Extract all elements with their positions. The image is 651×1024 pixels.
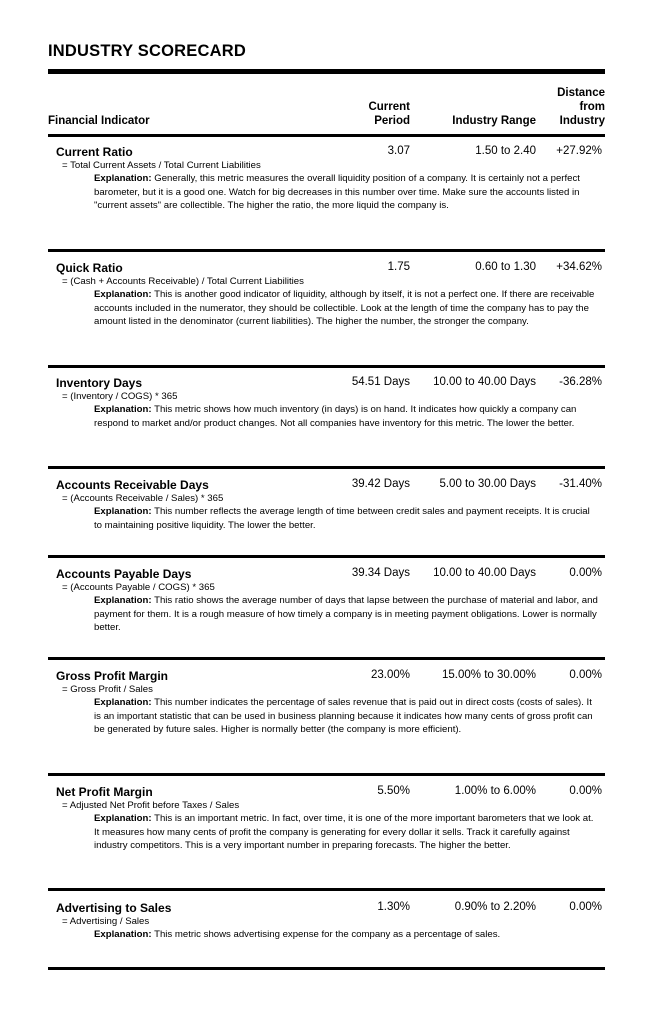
industry-range-value: 10.00 to 40.00 Days xyxy=(433,376,536,388)
indicator-explanation xyxy=(94,288,600,329)
explanation-label: Explanation: xyxy=(94,595,152,606)
explanation-text: This ratio shows the average number of days that lapse between the purchase of material and labor, and payment for them. It is a rough measure of how timely a company is in meeting payment obligations. Lower is normally better. xyxy=(94,595,598,634)
industry-range-value: 1.00% to 6.00% xyxy=(454,785,536,797)
explanation-label: Explanation: xyxy=(94,506,152,517)
indicator-formula: = Adjusted Net Profit before Taxes / Sales xyxy=(62,800,240,811)
industry-range-value: 10.00 to 40.00 Days xyxy=(433,567,536,579)
distance-value: 0.00% xyxy=(569,901,602,913)
row-divider xyxy=(48,888,605,891)
header-financial-indicator: Financial Indicator xyxy=(48,115,150,127)
row-divider xyxy=(48,466,605,469)
industry-range-value: 5.00 to 30.00 Days xyxy=(439,478,536,490)
industry-range-value: 1.50 to 2.40 xyxy=(475,145,536,157)
indicator-explanation xyxy=(94,505,600,532)
current-period-value: 3.07 xyxy=(387,145,410,157)
row-divider xyxy=(48,249,605,252)
explanation-text: Generally, this metric measures the overall liquidity position of a company. It is certainly not a perfect barometer, but it is a good one. Watch for big decreases in this number over time. Make sure the accounts listed in "current assets" are collectible. The higher the ratio, the more liquid the company is. xyxy=(94,173,580,212)
explanation-label: Explanation: xyxy=(94,697,152,708)
distance-value: +34.62% xyxy=(556,261,602,273)
header-industry-range: Industry Range xyxy=(452,115,536,127)
distance-value: -36.28% xyxy=(559,376,602,388)
indicator-name: Net Profit Margin xyxy=(56,785,153,799)
row-divider xyxy=(48,773,605,776)
distance-value: +27.92% xyxy=(556,145,602,157)
indicator-formula: = (Accounts Receivable / Sales) * 365 xyxy=(62,493,224,504)
indicator-explanation xyxy=(94,594,600,635)
header-distance-line3: Industry xyxy=(559,115,605,127)
indicator-formula: = Advertising / Sales xyxy=(62,916,150,927)
indicator-formula: = (Inventory / COGS) * 365 xyxy=(62,391,178,402)
distance-value: 0.00% xyxy=(569,785,602,797)
industry-range-value: 0.90% to 2.20% xyxy=(454,901,536,913)
indicator-explanation xyxy=(94,928,600,942)
explanation-text: This number reflects the average length of time between credit sales and payment receipts. It is crucial to maintaining positive liquidity. The lower the better. xyxy=(94,506,590,531)
header-current-period-line1: Current xyxy=(368,101,410,113)
indicator-explanation xyxy=(94,172,600,213)
table-bottom-rule xyxy=(48,967,605,970)
distance-value: 0.00% xyxy=(569,669,602,681)
page-title: INDUSTRY SCORECARD xyxy=(48,42,246,60)
indicator-formula: = (Accounts Payable / COGS) * 365 xyxy=(62,582,215,593)
indicator-name: Inventory Days xyxy=(56,376,143,390)
indicator-name: Quick Ratio xyxy=(56,261,123,275)
row-divider xyxy=(48,657,605,660)
explanation-label: Explanation: xyxy=(94,929,152,940)
industry-range-value: 0.60 to 1.30 xyxy=(475,261,536,273)
indicator-formula: = Total Current Assets / Total Current Liabilities xyxy=(62,160,261,171)
explanation-text: This metric shows advertising expense for the company as a percentage of sales. xyxy=(154,929,501,940)
explanation-label: Explanation: xyxy=(94,173,152,184)
indicator-name: Gross Profit Margin xyxy=(56,669,169,683)
indicator-name: Current Ratio xyxy=(56,145,133,159)
industry-range-value: 15.00% to 30.00% xyxy=(442,669,536,681)
indicator-explanation xyxy=(94,812,600,853)
header-current-period xyxy=(338,100,410,128)
current-period-value: 1.75 xyxy=(387,261,410,273)
header-distance-line1: Distance xyxy=(557,87,605,99)
explanation-label: Explanation: xyxy=(94,289,152,300)
current-period-value: 39.42 Days xyxy=(351,478,410,490)
title-rule xyxy=(48,69,605,74)
current-period-value: 23.00% xyxy=(370,669,410,681)
explanation-text: This metric shows how much inventory (in days) is on hand. It indicates how quickly a company can respond to market and/or product changes. Not all companies have inventory for this metric. The lower the better. xyxy=(94,404,577,429)
row-divider xyxy=(48,555,605,558)
indicator-name: Accounts Receivable Days xyxy=(56,478,209,492)
header-current-period-line2: Period xyxy=(374,115,410,127)
indicator-formula: = (Cash + Accounts Receivable) / Total Current Liabilities xyxy=(62,276,304,287)
indicator-explanation xyxy=(94,696,600,737)
row-divider xyxy=(48,365,605,368)
explanation-label: Explanation: xyxy=(94,813,152,824)
header-rule xyxy=(48,134,605,137)
header-distance-line2: from xyxy=(579,101,605,113)
current-period-value: 1.30% xyxy=(377,901,410,913)
explanation-text: This is an important metric. In fact, over time, it is one of the more important barometers that we look at. It measures how many cents of profit the company is generating for every dollar it sells. Track it carefully against industry competitors. This is a very important number in preparing forecasts. The higher the better. xyxy=(94,813,594,852)
table-header xyxy=(48,84,605,130)
distance-value: 0.00% xyxy=(569,567,602,579)
current-period-value: 39.34 Days xyxy=(351,567,410,579)
indicator-name: Advertising to Sales xyxy=(56,901,172,915)
explanation-label: Explanation: xyxy=(94,404,152,415)
explanation-text: This number indicates the percentage of sales revenue that is paid out in direct costs (costs of sales). It is an important statistic that can be used in business planning because it indicates how many cents of gross profit can be generated by future sales. Higher is normally better (the company is more efficient). xyxy=(94,697,593,736)
current-period-value: 5.50% xyxy=(377,785,410,797)
current-period-value: 54.51 Days xyxy=(351,376,410,388)
indicator-name: Accounts Payable Days xyxy=(56,567,192,581)
explanation-text: This is another good indicator of liquidity, although by itself, it is not a perfect one. If there are receivable accounts included in the numerator, they should be collectible. Look at the length of time the company has to pay the amount listed in the denominator (current liabilities). The higher the number, the stronger the company. xyxy=(94,289,595,328)
indicator-explanation xyxy=(94,403,600,430)
header-distance-from-industry xyxy=(548,86,605,128)
indicator-formula: = Gross Profit / Sales xyxy=(62,684,153,695)
distance-value: -31.40% xyxy=(559,478,602,490)
